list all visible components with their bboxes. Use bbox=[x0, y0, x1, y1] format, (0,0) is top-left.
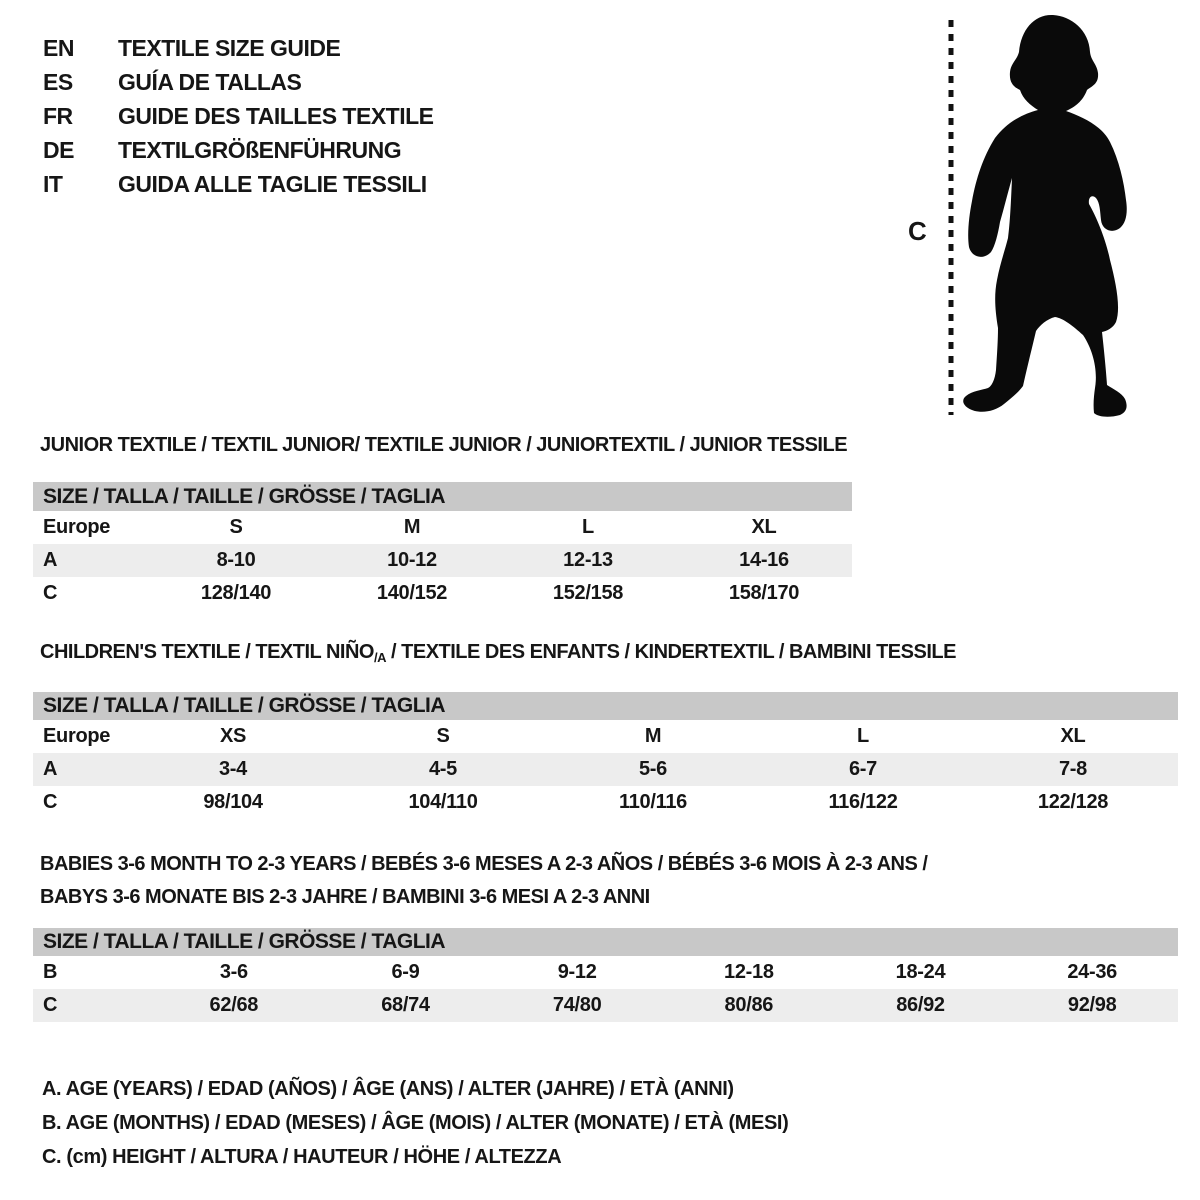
table-cell: 4-5 bbox=[428, 758, 457, 780]
size-header-bar: SIZE / TALLA / TAILLE / GRÖSSE / TAGLIA bbox=[33, 928, 1178, 956]
table-cell: 10-12 bbox=[387, 549, 437, 571]
legend-line-c: C. (cm) HEIGHT / ALTURA / HAUTEUR / HÖHE / ALTEZZA bbox=[42, 1146, 562, 1168]
toddler-silhouette-figure bbox=[895, 5, 1165, 430]
lang-code: EN bbox=[43, 35, 74, 61]
table-row bbox=[33, 544, 852, 577]
table-cell: 98/104 bbox=[203, 791, 263, 813]
table-cell: 122/128 bbox=[1037, 791, 1109, 813]
table-cell: 80/86 bbox=[724, 994, 774, 1016]
table-cell: 12-13 bbox=[563, 549, 613, 571]
measurement-legend bbox=[42, 1072, 788, 1174]
table-cell: 140/152 bbox=[376, 582, 448, 604]
lang-code: IT bbox=[43, 171, 63, 197]
children-title-sub: /A bbox=[373, 650, 386, 665]
table-cell: 24-36 bbox=[1067, 961, 1117, 983]
junior-size-table bbox=[33, 482, 852, 610]
row-label: A bbox=[43, 758, 58, 780]
table-cell: 5-6 bbox=[638, 758, 667, 780]
row-label: Europe bbox=[43, 516, 111, 538]
lang-title: GUIDA ALLE TAGLIE TESSILI bbox=[118, 171, 427, 197]
table-cell: XL bbox=[1060, 725, 1086, 747]
lang-code: FR bbox=[43, 103, 73, 129]
table-cell: 62/68 bbox=[209, 994, 259, 1016]
row-label: A bbox=[43, 549, 58, 571]
table-cell: 158/170 bbox=[728, 582, 800, 604]
table-cell: 3-6 bbox=[219, 961, 248, 983]
size-header-bar: SIZE / TALLA / TAILLE / GRÖSSE / TAGLIA bbox=[33, 482, 852, 511]
table-cell: 18-24 bbox=[895, 961, 946, 983]
table-cell: 3-4 bbox=[218, 758, 247, 780]
table-cell: 152/158 bbox=[552, 582, 624, 604]
table-cell: 86/92 bbox=[896, 994, 945, 1016]
height-measure-label: C bbox=[908, 216, 927, 246]
table-cell: L bbox=[857, 725, 869, 747]
table-cell: 6-9 bbox=[391, 961, 420, 983]
row-label: C bbox=[43, 582, 58, 604]
language-title-list bbox=[43, 31, 434, 201]
table-cell: 68/74 bbox=[381, 994, 430, 1016]
table-cell: 8-10 bbox=[216, 549, 256, 571]
table-cell: L bbox=[582, 516, 594, 538]
table-row bbox=[33, 720, 1178, 753]
table-row bbox=[33, 786, 1178, 819]
table-cell: 128/140 bbox=[200, 582, 272, 604]
babies-section-title-line2: BABYS 3-6 MONATE BIS 2-3 JAHRE / BAMBINI 3-6 MESI A 2-3 ANNI bbox=[40, 886, 650, 908]
lang-code: ES bbox=[43, 69, 73, 95]
size-header-bar: SIZE / TALLA / TAILLE / GRÖSSE / TAGLIA bbox=[33, 692, 1178, 720]
row-label: C bbox=[43, 791, 58, 813]
legend-line-a: A. AGE (YEARS) / EDAD (AÑOS) / ÂGE (ANS) / ALTER (JAHRE) / ETÀ (ANNI) bbox=[42, 1078, 734, 1100]
row-label: C bbox=[43, 994, 58, 1016]
table-cell: 92/98 bbox=[1067, 994, 1117, 1016]
junior-section-title: JUNIOR TEXTILE / TEXTIL JUNIOR/ TEXTILE JUNIOR / JUNIORTEXTIL / JUNIOR TESSILE bbox=[40, 434, 848, 456]
table-cell: XL bbox=[751, 516, 777, 538]
babies-size-table bbox=[33, 928, 1178, 1022]
table-row bbox=[33, 511, 852, 544]
legend-line-b: B. AGE (MONTHS) / EDAD (MESES) / ÂGE (MOIS) / ALTER (MONATE) / ETÀ (MESI) bbox=[42, 1112, 789, 1134]
table-row bbox=[33, 989, 1178, 1022]
table-cell: 12-18 bbox=[724, 961, 774, 983]
table-cell: 116/122 bbox=[828, 791, 898, 813]
children-section-title bbox=[40, 641, 956, 664]
lang-title: TEXTILE SIZE GUIDE bbox=[118, 35, 341, 61]
table-cell: M bbox=[403, 516, 421, 538]
table-cell: 6-7 bbox=[848, 758, 877, 780]
table-row bbox=[33, 577, 852, 610]
table-cell: M bbox=[644, 725, 662, 747]
toddler-silhouette bbox=[963, 15, 1127, 417]
row-label: B bbox=[43, 961, 58, 983]
lang-code: DE bbox=[43, 137, 74, 163]
lang-title: GUÍA DE TALLAS bbox=[118, 69, 302, 95]
table-cell: 7-8 bbox=[1058, 758, 1087, 780]
table-cell: 74/80 bbox=[552, 994, 602, 1016]
table-cell: 14-16 bbox=[739, 549, 789, 571]
table-row bbox=[33, 753, 1178, 786]
table-cell: S bbox=[436, 725, 450, 747]
table-row bbox=[33, 956, 1178, 989]
table-cell: 104/110 bbox=[408, 791, 478, 813]
lang-title: TEXTILGRÖßENFÜHRUNG bbox=[118, 137, 402, 163]
children-size-table bbox=[33, 692, 1178, 819]
table-cell: S bbox=[229, 516, 243, 538]
row-label: Europe bbox=[43, 725, 111, 747]
babies-section-title-line1: BABIES 3-6 MONTH TO 2-3 YEARS / BEBÉS 3-6 MESES A 2-3 AÑOS / BÉBÉS 3-6 MOIS À 2-3 ANS / bbox=[40, 853, 928, 875]
lang-title: GUIDE DES TAILLES TEXTILE bbox=[118, 103, 434, 129]
table-cell: 9-12 bbox=[557, 961, 597, 983]
table-cell: XS bbox=[219, 725, 247, 747]
children-title-main: CHILDREN'S TEXTILE / TEXTIL NIÑO bbox=[40, 641, 374, 663]
children-title-rest: / TEXTILE DES ENFANTS / KINDERTEXTIL / BAMBINI TESSILE bbox=[385, 641, 956, 663]
table-cell: 110/116 bbox=[619, 791, 687, 813]
